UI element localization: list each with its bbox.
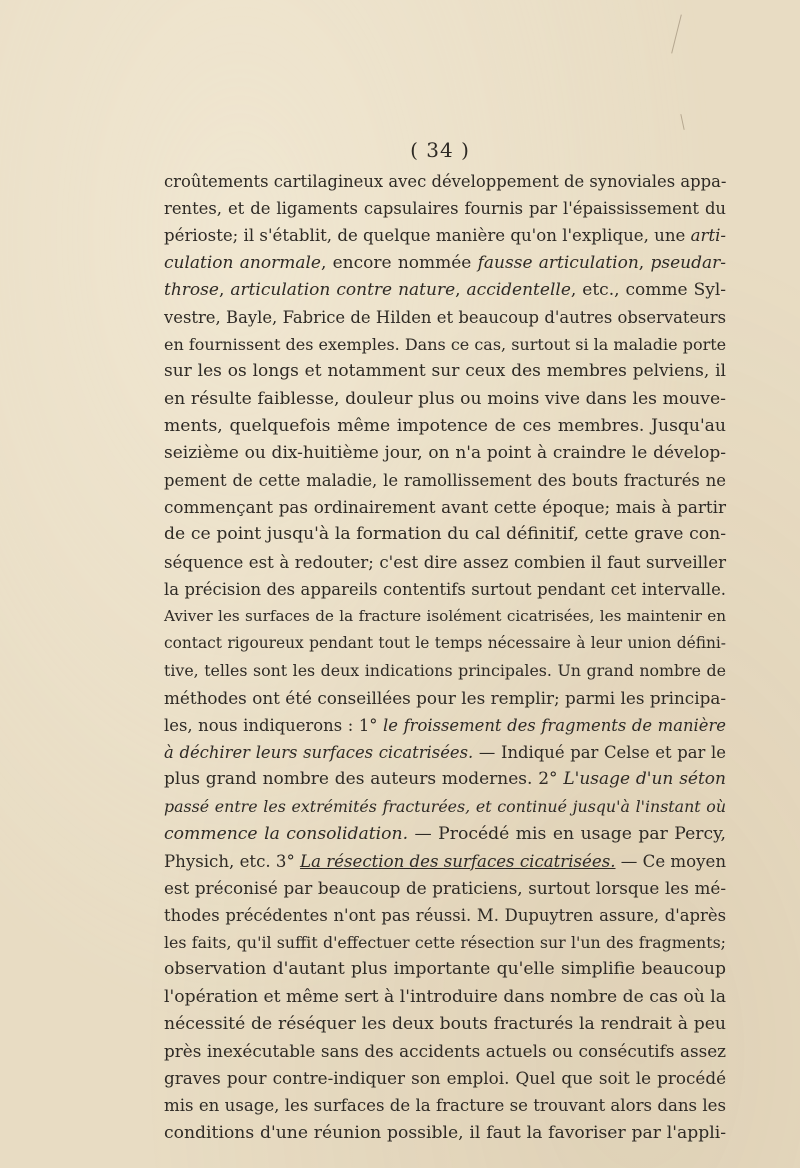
text-segment: graves pour contre-indiquer son emploi. Quel que soit le procédé: [164, 1068, 726, 1089]
text-line: [164, 413, 726, 440]
italic-text: fausse articulation: [477, 252, 639, 273]
text-line: [164, 848, 726, 875]
text-line: [164, 685, 726, 712]
text-segment: les faits, qu'il suffit d'effectuer cette résection sur l'un des fragments;: [164, 933, 726, 953]
text-line: [164, 1065, 726, 1092]
text-segment: tive, telles sont les deux indications principales. Un grand nombre de: [164, 661, 726, 681]
text-segment: séquence est à redouter; c'est dire assez combien il faut surveiller: [164, 552, 726, 572]
text-segment: observation d'autant plus importante qu'elle simplifie beaucoup: [164, 959, 726, 980]
text-line: [164, 603, 726, 630]
text-line: [164, 956, 726, 983]
text-line: [164, 1092, 726, 1119]
italic-text: La résection des surfaces cicatrisées.: [300, 851, 616, 871]
text-segment: nécessité de réséquer les deux bouts fracturés la rendrait à peu: [164, 1013, 726, 1034]
italic-text: L'usage d'un séton: [563, 769, 726, 790]
text-segment: sur les os longs et notamment sur ceux des membres pelviens, il: [164, 361, 726, 382]
text-line: [164, 250, 726, 277]
text-segment: ,: [218, 279, 231, 300]
text-segment: commençant pas ordinairement avant cette époque; mais à partir: [164, 497, 726, 518]
text-segment: en fournissent des exemples. Dans ce cas, surtout si la maladie porte: [164, 335, 727, 355]
italic-text: arti-: [690, 226, 727, 246]
text-line: [164, 195, 726, 222]
text-line: [164, 440, 726, 467]
italic-text: passé entre les extrémités fracturées, et continué jusqu'à l'instant où: [164, 797, 726, 817]
text-segment: seizième ou dix-huitième jour, on n'a point à craindre le dévelop-: [164, 442, 726, 463]
text-line: [164, 304, 726, 331]
paper-crease: [671, 14, 682, 53]
text-segment: près inexécutable sans des accidents actuels ou consécutifs assez: [164, 1041, 726, 1061]
text-line: [164, 277, 726, 304]
text-segment: — Ce moyen: [615, 851, 727, 871]
italic-text: throse: [164, 279, 219, 300]
text-line: [164, 984, 726, 1011]
body-text: [164, 168, 726, 1147]
text-line: [164, 576, 726, 603]
text-line: [164, 386, 726, 413]
text-line: [164, 902, 726, 929]
text-segment: ,: [455, 279, 467, 300]
text-segment: — Indiqué par Celse et par le: [473, 742, 726, 762]
text-segment: Aviver les surfaces de la fracture isolément cicatrisées, les maintenir en: [164, 607, 726, 625]
text-segment: la précision des appareils contentifs surtout pendant cet intervalle.: [164, 579, 726, 599]
text-segment: croûtements cartilagineux avec développement de synoviales appa-: [164, 172, 727, 191]
text-segment: Physich, etc. 3°: [164, 851, 301, 871]
text-line: [164, 766, 726, 793]
paper-crease: [680, 114, 684, 130]
text-segment: ,: [638, 252, 651, 273]
text-segment: — Procédé mis en usage par Percy,: [408, 823, 726, 844]
page-number: ( 34 ): [410, 138, 470, 162]
text-segment: périoste; il s'établit, de quelque manière qu'on l'explique, une: [164, 226, 691, 246]
text-line: [164, 739, 726, 766]
text-segment: , etc., comme Syl-: [570, 279, 726, 300]
text-segment: de ce point jusqu'à la formation du cal définitif, cette grave con-: [164, 524, 726, 545]
text-segment: plus grand nombre des auteurs modernes. 2°: [164, 769, 564, 790]
text-line: [164, 1120, 726, 1147]
text-line: [164, 793, 726, 820]
text-segment: vestre, Bayle, Fabrice de Hilden et beaucoup d'autres observateurs: [164, 307, 726, 327]
italic-text: à déchirer leurs surfaces cicatrisées.: [164, 742, 474, 762]
text-line: [164, 1038, 726, 1065]
text-segment: ments, quelquefois même impotence de ces membres. Jusqu'au: [164, 415, 726, 436]
text-line: [164, 929, 726, 956]
text-line: [164, 521, 726, 548]
text-line: [164, 331, 726, 358]
text-line: [164, 358, 726, 385]
text-segment: , encore nommée: [320, 252, 478, 273]
text-line: [164, 630, 726, 657]
text-segment: l'opération et même sert à l'introduire dans nombre de cas où la: [164, 986, 726, 1007]
text-line: [164, 222, 726, 249]
text-line: [164, 549, 726, 576]
italic-text: le froissement des fragments de manière: [383, 715, 726, 735]
text-line: [164, 467, 726, 494]
text-segment: pement de cette maladie, le ramollissement des bouts fracturés ne: [164, 471, 726, 491]
text-segment: mis en usage, les surfaces de la fracture se trouvant alors dans les: [164, 1096, 726, 1116]
text-line: [164, 494, 726, 521]
italic-text: articulation contre nature: [230, 279, 456, 300]
text-segment: en résulte faiblesse, douleur plus ou moins vive dans les mouve-: [164, 388, 726, 409]
text-segment: rentes, et de ligaments capsulaires fournis par l'épaississement du: [164, 199, 726, 219]
text-line: [164, 712, 726, 739]
text-segment: les, nous indiquerons : 1°: [164, 715, 384, 735]
text-line: [164, 1011, 726, 1038]
text-segment: conditions d'une réunion possible, il faut la favoriser par l'appli-: [164, 1122, 726, 1143]
italic-text: accidentelle: [466, 279, 571, 300]
text-line: [164, 657, 726, 684]
italic-text: culation anormale: [164, 252, 321, 273]
text-line: [164, 875, 726, 902]
italic-text: commence la consolidation.: [164, 823, 409, 844]
text-segment: est préconisé par beaucoup de praticiens, surtout lorsque les mé-: [164, 877, 726, 898]
text-line: [164, 168, 726, 195]
italic-text: pseudar-: [650, 252, 726, 273]
text-line: [164, 821, 726, 848]
text-segment: méthodes ont été conseillées pour les remplir; parmi les principa-: [164, 687, 726, 708]
text-segment: thodes précédentes n'ont pas réussi. M. Dupuytren assure, d'après: [164, 906, 726, 926]
text-segment: contact rigoureux pendant tout le temps nécessaire à leur union défini-: [164, 634, 726, 653]
